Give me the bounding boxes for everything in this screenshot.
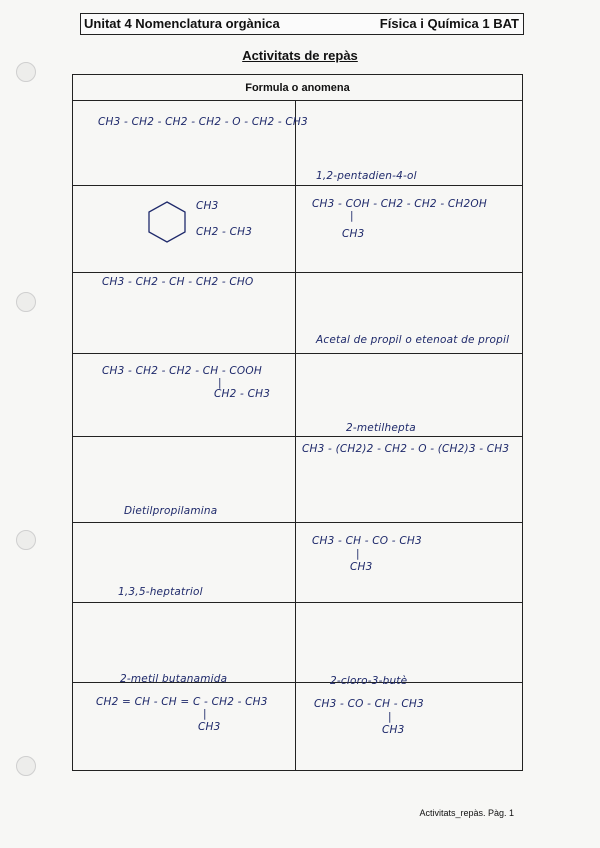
exercise-table	[72, 74, 523, 771]
row-divider	[73, 436, 522, 437]
row-divider	[73, 272, 522, 273]
row8-left-bond: |	[203, 708, 207, 720]
row2-right-substituent: CH3	[342, 228, 365, 240]
row8-left-name: 2-metil butanamida	[120, 673, 228, 685]
row-divider	[73, 602, 522, 603]
page-footer: Activitats_repàs. Pàg. 1	[419, 808, 514, 818]
table-header: Formula o anomena	[73, 75, 522, 101]
row2-left-substituent2: CH2 - CH3	[196, 226, 253, 238]
row4-left-substituent: CH2 - CH3	[214, 388, 271, 400]
row-divider	[73, 185, 522, 186]
row6-right-formula: CH3 - CH - CO - CH3	[312, 535, 422, 547]
punch-hole	[16, 530, 36, 550]
row3-left-formula: CH3 - CH2 - CH - CH2 - CHO	[102, 276, 254, 288]
row8-right-formula: CH3 - CO - CH - CH3	[314, 698, 424, 710]
row2-right-bond: |	[350, 210, 354, 222]
row6-right-bond: |	[356, 548, 360, 560]
cyclohexane-ring-drawing	[142, 198, 192, 248]
row5-right-name: 2-metilhepta	[346, 422, 416, 434]
row6-right-substituent: CH3	[350, 561, 373, 573]
header-unit-title: Unitat 4 Nomenclatura orgànica	[84, 16, 280, 31]
row8-left-formula: CH2 = CH - CH = C - CH2 - CH3	[96, 696, 268, 708]
page-header	[80, 13, 524, 35]
punch-hole	[16, 62, 36, 82]
row2-right-formula: CH3 - COH - CH2 - CH2 - CH2OH	[312, 198, 487, 210]
row8-left-substituent: CH3	[198, 721, 221, 733]
row-divider	[73, 522, 522, 523]
row4-left-bond: |	[218, 377, 222, 389]
row4-left-formula: CH3 - CH2 - CH2 - CH - COOH	[102, 365, 262, 377]
row-divider	[73, 353, 522, 354]
punch-hole	[16, 756, 36, 776]
punch-hole	[16, 292, 36, 312]
row4-right-name: Acetal de propil o etenoat de propil	[316, 334, 510, 346]
row2-right-name: 1,2-pentadien-4-ol	[316, 170, 417, 182]
row6-left-name: Dietilpropilamina	[124, 505, 218, 517]
page-title: Activitats de repàs	[242, 48, 358, 63]
row7-left-name: 1,3,5-heptatriol	[118, 586, 203, 598]
row1-left-formula: CH3 - CH2 - CH2 - CH2 - O - CH2 - CH3	[98, 116, 308, 128]
row8-right-name: 2-cloro-3-butè	[330, 675, 408, 687]
row2-left-substituent1: CH3	[196, 200, 219, 212]
row5-right-formula: CH3 - (CH2)2 - CH2 - O - (CH2)3 - CH3	[302, 443, 510, 455]
header-course: Física i Química 1 BAT	[379, 16, 519, 31]
row8-right-bond: |	[388, 711, 392, 723]
row8-right-substituent: CH3	[382, 724, 405, 736]
